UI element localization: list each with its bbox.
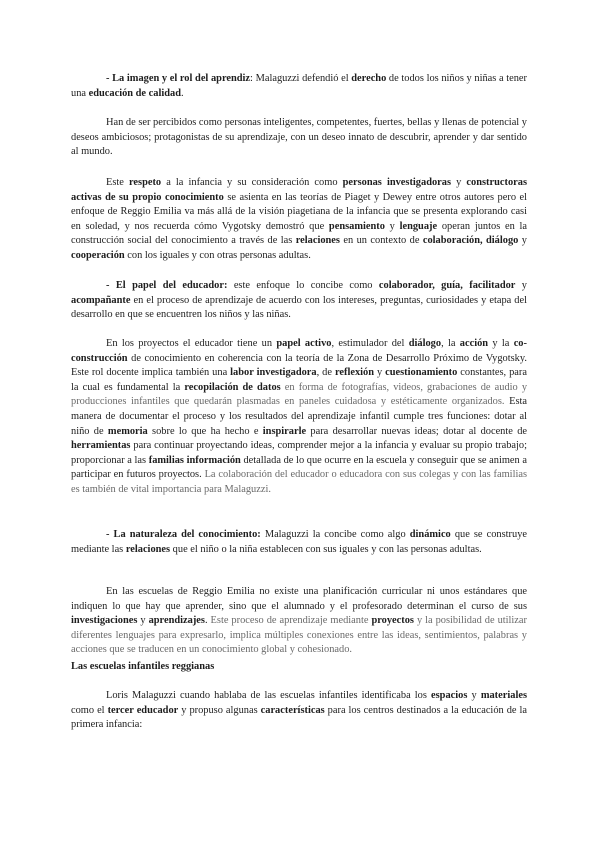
text-run: para los centros destinados a la educación de la primera infancia:	[71, 704, 527, 731]
bold-run: -	[106, 73, 113, 84]
text-run: y propuso algunas	[178, 704, 261, 716]
bold-run: respeto	[128, 177, 162, 188]
text-run: : Malaguzzi defendió el	[250, 73, 352, 84]
text-run: en un contexto de	[339, 235, 423, 247]
text-run: En las escuelas de Reggio Emilia no existe una planificación curricular ni unos estándares que indiquen lo que hay que aprender, sino que el alumnado y el profesorado determinan el curso de sus	[71, 586, 527, 612]
text-run: de conocimiento en coherencia con la teoría de la Zona de Desarrollo Próximo de Vygotsky. Este rol docente implica también una	[71, 352, 527, 379]
bold-run: papel activo	[276, 338, 332, 349]
text-run: sobre lo que ha hecho e	[147, 425, 263, 437]
bold-run: materiales	[480, 690, 527, 701]
paragraph-perceived-as	[71, 116, 527, 160]
bold-run: relaciones	[125, 543, 171, 555]
text-run: en forma de fotografías, videos, grabaciones de audio y producciones infantiles que quedarán plasmadas en paneles cuidadosa y estéticamente organizados.	[71, 381, 528, 408]
text-run: Malaguzzi la concibe como algo	[260, 529, 410, 540]
bold-run: acción	[459, 338, 489, 349]
text-run: .	[204, 615, 211, 627]
text-run: y	[384, 220, 400, 232]
text-run: detallada de lo que ocurre en la escuela y conseguir que se animen a participar en futuros proyectos.	[71, 454, 527, 481]
bold-run: cooperación	[71, 249, 125, 261]
text-run: y	[467, 690, 481, 701]
bold-run: características	[260, 704, 325, 716]
bold-run: - El papel del educador:	[106, 280, 228, 291]
text-run: Este proceso de aprendizaje mediante	[210, 615, 372, 627]
bold-run: La imagen y el rol del aprendiz	[112, 73, 251, 84]
bold-run: espacios	[431, 690, 468, 701]
text-run: este enfoque lo concibe como	[227, 280, 379, 291]
bold-run: colaborador, guía, facilitador	[378, 280, 516, 291]
bold-run: aprendizajes	[148, 615, 205, 627]
bold-run: inspirarle	[262, 425, 307, 437]
text-run: .	[180, 87, 184, 99]
text-run: y	[451, 177, 467, 188]
bold-run: colaboración, diálogo	[422, 235, 519, 247]
text-run: para desarrollar nuevas ideas; dotar al docente de	[306, 425, 527, 437]
bold-run: memoria	[107, 425, 148, 437]
text-run: constantes, para la cual es fundamental la	[71, 367, 527, 393]
bold-run: pensamiento	[328, 220, 385, 232]
bold-run: relaciones	[295, 235, 340, 247]
text-run: que se construye mediante las	[71, 529, 527, 555]
bold-run: familias información	[148, 454, 241, 466]
text-run: se asienta en las teorías de Piaget y Dewey entre otros autores pero el enfoque de Reggio Emilia va más allá de la visión piagetiana de la infancia que se presenta explorando casi en soledad, y nos recuerda cómo Vygotsky demostró que	[71, 191, 527, 232]
bold-run: lenguaje	[399, 220, 438, 232]
bold-run: educación de calidad	[88, 87, 181, 99]
bold-run: tercer educador	[107, 704, 179, 716]
text-run: Loris Malaguzzi cuando hablaba de las escuelas infantiles identificaba los	[106, 690, 432, 701]
bold-run: - La naturaleza del conocimiento:	[106, 529, 261, 540]
text-run: que el niño o la niña establecen con sus iguales y con las personas adultas.	[170, 543, 482, 555]
bold-run: acompañante	[71, 294, 131, 306]
bold-run: herramientas	[71, 440, 131, 452]
paragraph-respect	[71, 176, 527, 264]
text-run: Este	[106, 177, 129, 188]
bold-run: personas investigadoras	[342, 177, 452, 188]
text-run: Esta manera de documentar el proceso y los resultados del aprendizaje infantil cumple tres funciones: dotar al niño de	[71, 396, 527, 437]
text-run: y	[137, 615, 149, 627]
text-run: operan juntos en la construcción social del conocimiento a través de las	[71, 220, 527, 247]
text-run: y la	[488, 338, 514, 349]
bold-run: reflexión	[334, 367, 375, 379]
paragraph-educator-role	[71, 279, 527, 323]
bold-run: cuestionamiento	[385, 367, 458, 379]
section-heading: Las escuelas infantiles reggianas	[71, 661, 215, 672]
text-run: con los iguales y con otras personas adultas.	[124, 249, 311, 261]
text-run: y	[518, 235, 527, 247]
text-run: a la infancia y su consideración como	[161, 177, 343, 188]
paragraph-projects	[71, 337, 527, 498]
text-run: en el proceso de aprendizaje de acuerdo con los intereses, preguntas, curiosidades y etapa del desarrollo en que se encuentren los niños y las niñas.	[71, 294, 527, 321]
text-run: , de	[316, 367, 335, 379]
text-run: En los proyectos el educador tiene un	[106, 338, 277, 349]
paragraph-learner-role	[71, 72, 527, 101]
bold-run: co-construcción	[71, 338, 527, 364]
text-run: y	[515, 280, 527, 291]
bold-run: constructoras activas de su propio conocimiento	[71, 177, 528, 203]
bold-run: proyectos	[371, 615, 414, 627]
paragraph-reggio-schools	[71, 585, 527, 658]
bold-run: investigaciones	[71, 615, 138, 627]
text-run: y	[374, 367, 386, 379]
bold-run: recopilación de datos	[184, 381, 281, 393]
text-run: , la	[441, 338, 460, 349]
text-run: de todos los niños y niñas a tener una	[71, 73, 527, 99]
paragraph-malaguzzi-spaces	[71, 689, 527, 733]
text-run: Han de ser percibidos como personas inteligentes, competentes, fuertes, bellas y llenas de potencial y deseos ambiciosos; protagonistas de su aprendizaje, con un deseo innato de descubrir, aprender y dar sentido al mundo.	[71, 117, 527, 158]
paragraph-knowledge-nature	[71, 528, 527, 557]
text-run: para continuar proyectando ideas, comprender mejor a la infancia y evaluar su propio trabajo; proporcionar a las	[71, 440, 527, 466]
bold-run: derecho	[351, 73, 387, 84]
bold-run: dinámico	[409, 529, 451, 540]
bold-run: diálogo	[408, 338, 442, 349]
text-run: como el	[71, 704, 108, 716]
text-run: y la posibilidad de utilizar diferentes lenguajes para expresarlo, implica múltiples conexiones entre las ideas, sentimientos, palabras y acciones que se traducen en un conocimiento global y cohesionado.	[71, 615, 527, 656]
text-run: La colaboración del educador o educadora con sus colegas y con las familias es también de vital importancia para Malaguzzi.	[71, 469, 527, 495]
text-run: , estimulador del	[331, 338, 409, 349]
bold-run: labor investigadora	[230, 367, 317, 379]
